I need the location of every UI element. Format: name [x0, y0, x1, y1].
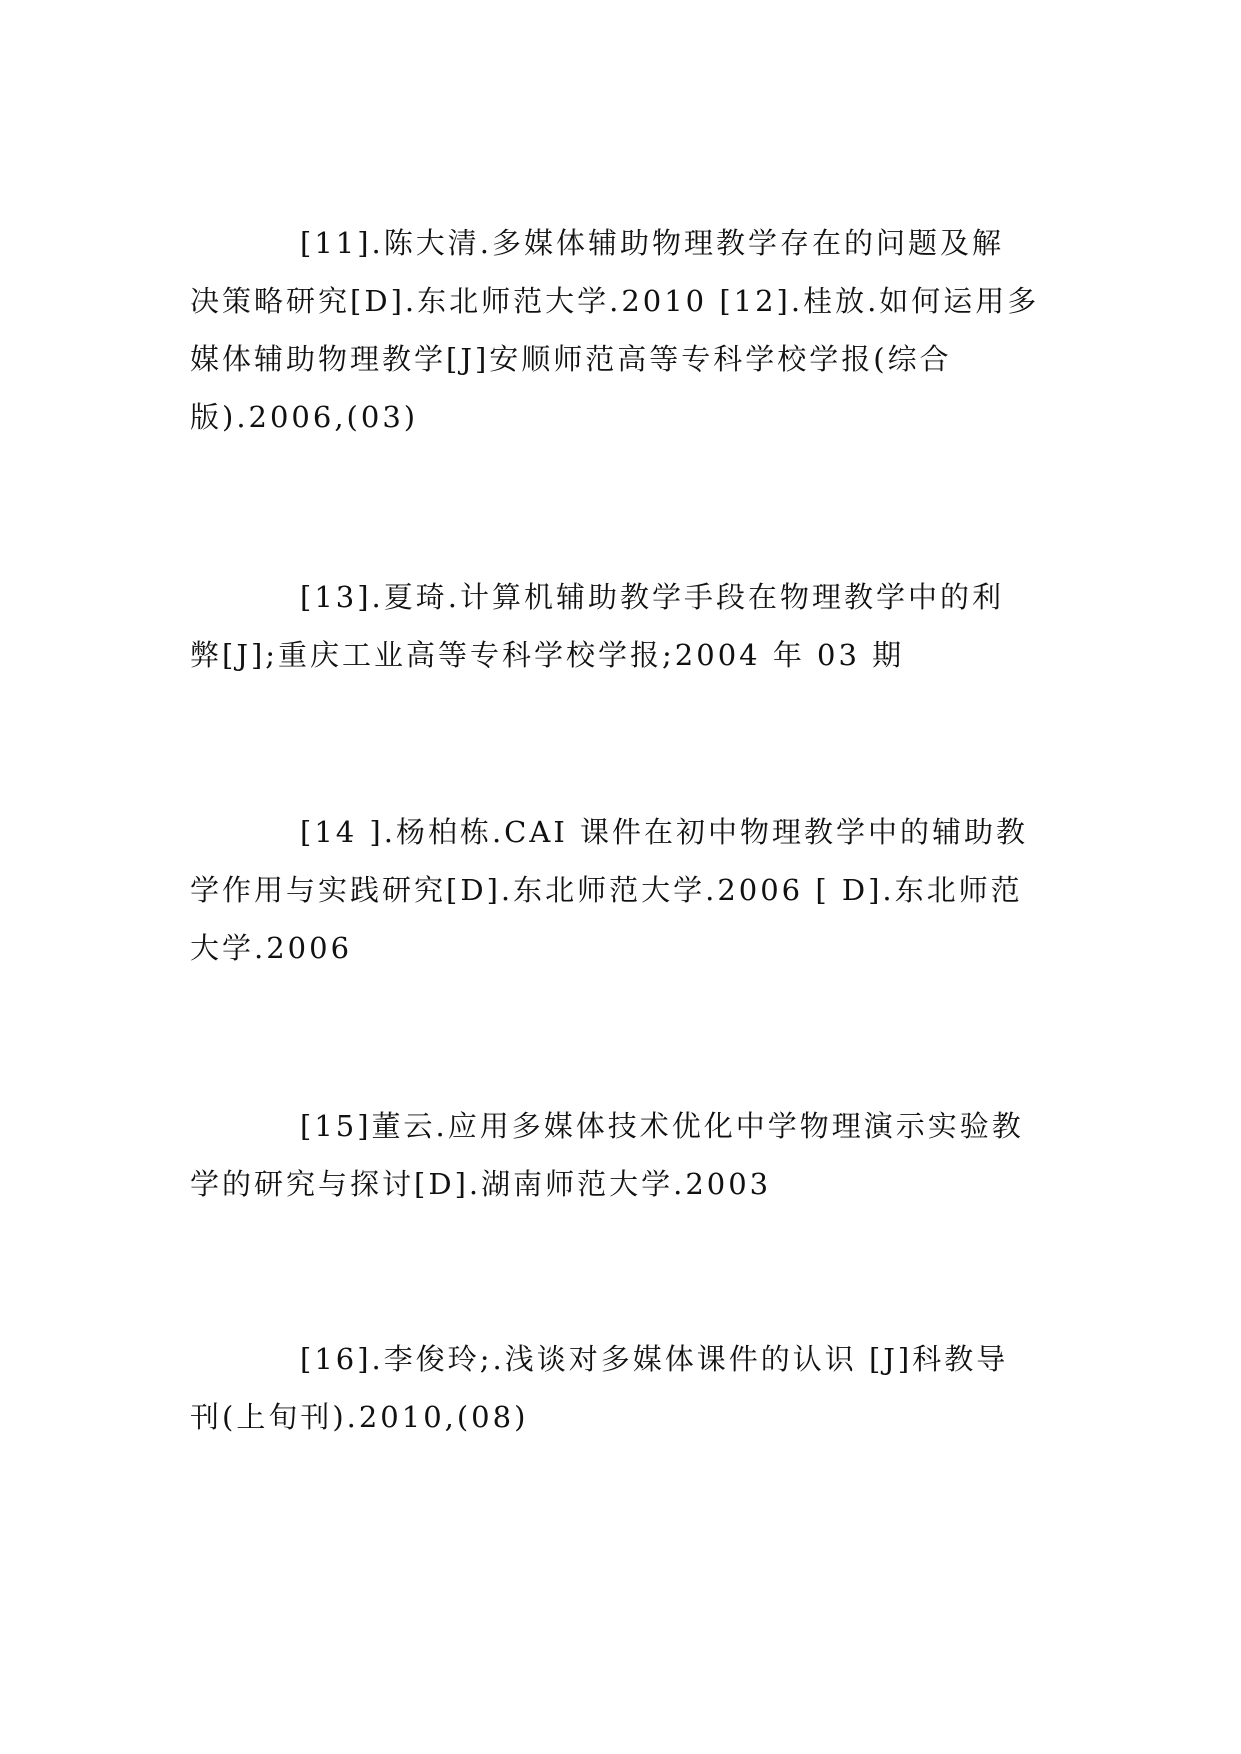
reference-line: 弊[J];重庆工业高等专科学校学报;2004 年 03 期: [190, 638, 905, 672]
reference-line: 大学.2006: [190, 931, 353, 965]
reference-entry-13: [190, 568, 1050, 684]
reference-line: [14 ].杨柏栋.CAI 课件在初中物理教学中的辅助教: [300, 815, 1028, 849]
reference-line: [15]董云.应用多媒体技术优化中学物理演示实验教: [300, 1109, 1024, 1143]
reference-line: 刊(上旬刊).2010,(08): [190, 1400, 529, 1434]
reference-line: [16].李俊玲;.浅谈对多媒体课件的认识 [J]科教导: [300, 1342, 1009, 1376]
reference-line: 决策略研究[D].东北师范大学.2010 [12].桂放.如何运用多: [190, 284, 1040, 318]
reference-entry-16: [190, 1330, 1050, 1446]
reference-line: [13].夏琦.计算机辅助教学手段在物理教学中的利: [300, 580, 1004, 614]
reference-line: [11].陈大清.多媒体辅助物理教学存在的问题及解: [300, 226, 1004, 260]
reference-line: 学的研究与探讨[D].湖南师范大学.2003: [190, 1167, 772, 1201]
reference-line: 学作用与实践研究[D].东北师范大学.2006 [ D].东北师范: [190, 873, 1023, 907]
reference-entry-11: [190, 214, 1050, 446]
reference-entry-15: [190, 1097, 1050, 1213]
reference-line: 版).2006,(03): [190, 400, 419, 434]
reference-line: 媒体辅助物理教学[J]安顺师范高等专科学校学报(综合: [190, 342, 952, 376]
reference-entry-14: [190, 803, 1050, 977]
